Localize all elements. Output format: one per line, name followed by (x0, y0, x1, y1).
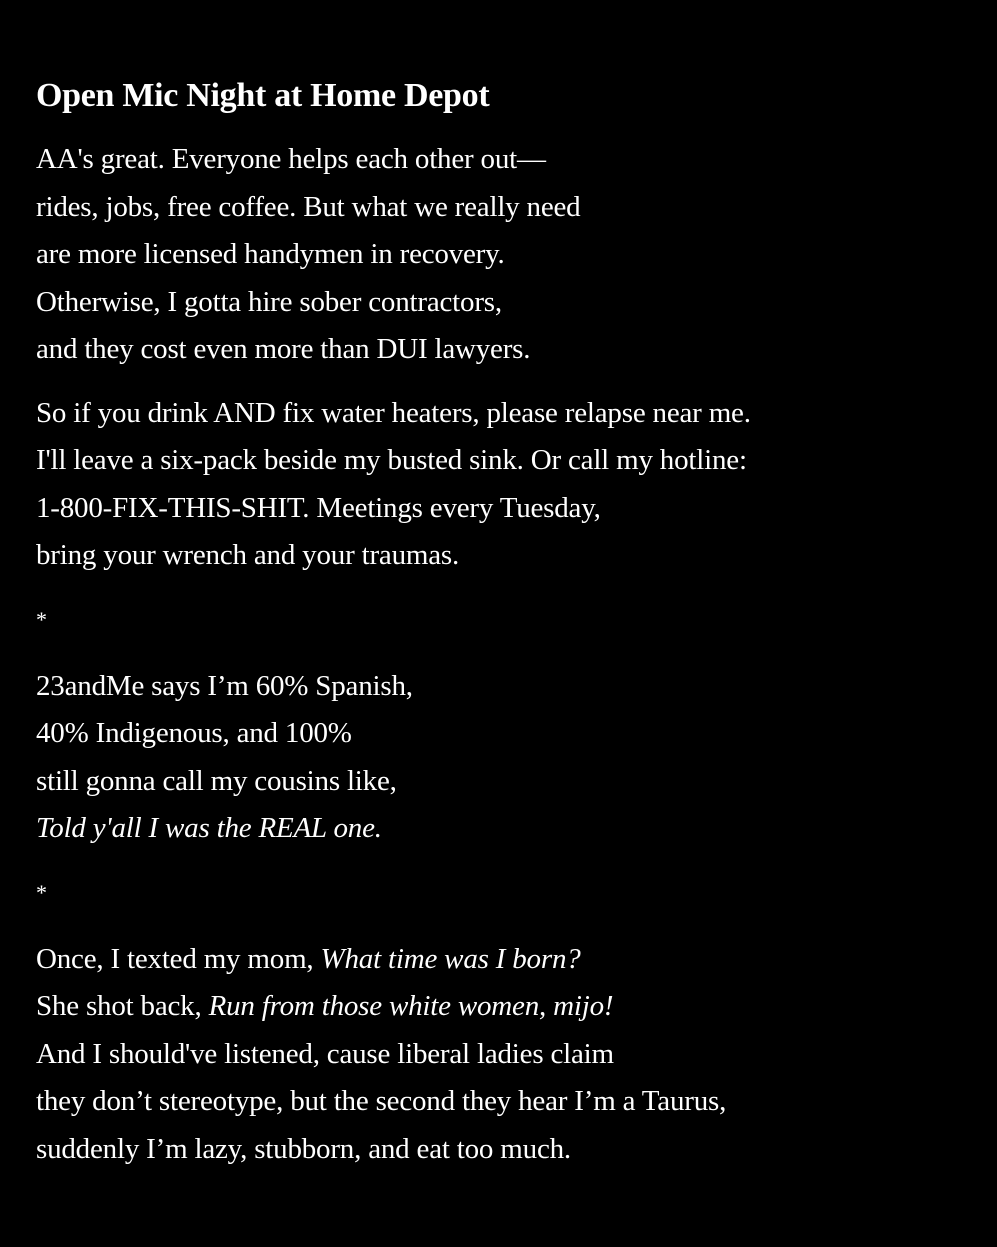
stanza-4 (36, 936, 966, 1174)
poem-line: are more licensed handymen in recovery. (36, 238, 505, 270)
poem-line: bring your wrench and your traumas. (36, 539, 460, 571)
poem-line-italic (36, 805, 966, 853)
stanza-3 (36, 663, 966, 853)
poem-line: rides, jobs, free coffee. But what we really need (36, 190, 581, 223)
poem-line: 1-800-FIX-THIS-SHIT. Meetings every Tuesday, (36, 491, 601, 524)
stanza-2 (36, 390, 966, 580)
poem-line: they don’t stereotype, but the second they hear I’m a Taurus, (36, 1085, 727, 1117)
poem-line: Otherwise, I gotta hire sober contractors, (36, 285, 502, 318)
poem-line: And I should've listened, cause liberal ladies claim (36, 1037, 614, 1070)
poem-line: I'll leave a six-pack beside my busted sink. Or call my hotline: (36, 444, 747, 476)
poem-line: 23andMe says I’m 60% Spanish, (36, 669, 413, 702)
poem-title: Open Mic Night at Home Depot (36, 77, 490, 114)
italic-quote: Told y'all I was the REAL one. (36, 812, 382, 844)
poem-page (36, 74, 966, 1173)
section-divider: * (36, 879, 47, 905)
poem-line (36, 936, 966, 984)
section-divider: * (36, 606, 47, 632)
stanza-1 (36, 136, 966, 374)
line-text: Once, I texted my mom, (36, 942, 321, 975)
italic-quote: Run from those white women, mijo! (208, 990, 614, 1022)
poem-line (36, 983, 966, 1031)
poem-line: still gonna call my cousins like, (36, 764, 397, 797)
poem-line: and they cost even more than DUI lawyers. (36, 333, 531, 365)
italic-quote: What time was I born? (320, 942, 581, 975)
line-text: She shot back, (36, 990, 209, 1022)
poem-line: So if you drink AND fix water heaters, please relapse near me. (36, 396, 751, 429)
poem-line: suddenly I’m lazy, stubborn, and eat too much. (36, 1132, 571, 1165)
poem-line: 40% Indigenous, and 100% (36, 717, 352, 749)
poem-line: AA's great. Everyone helps each other out— (36, 143, 546, 175)
